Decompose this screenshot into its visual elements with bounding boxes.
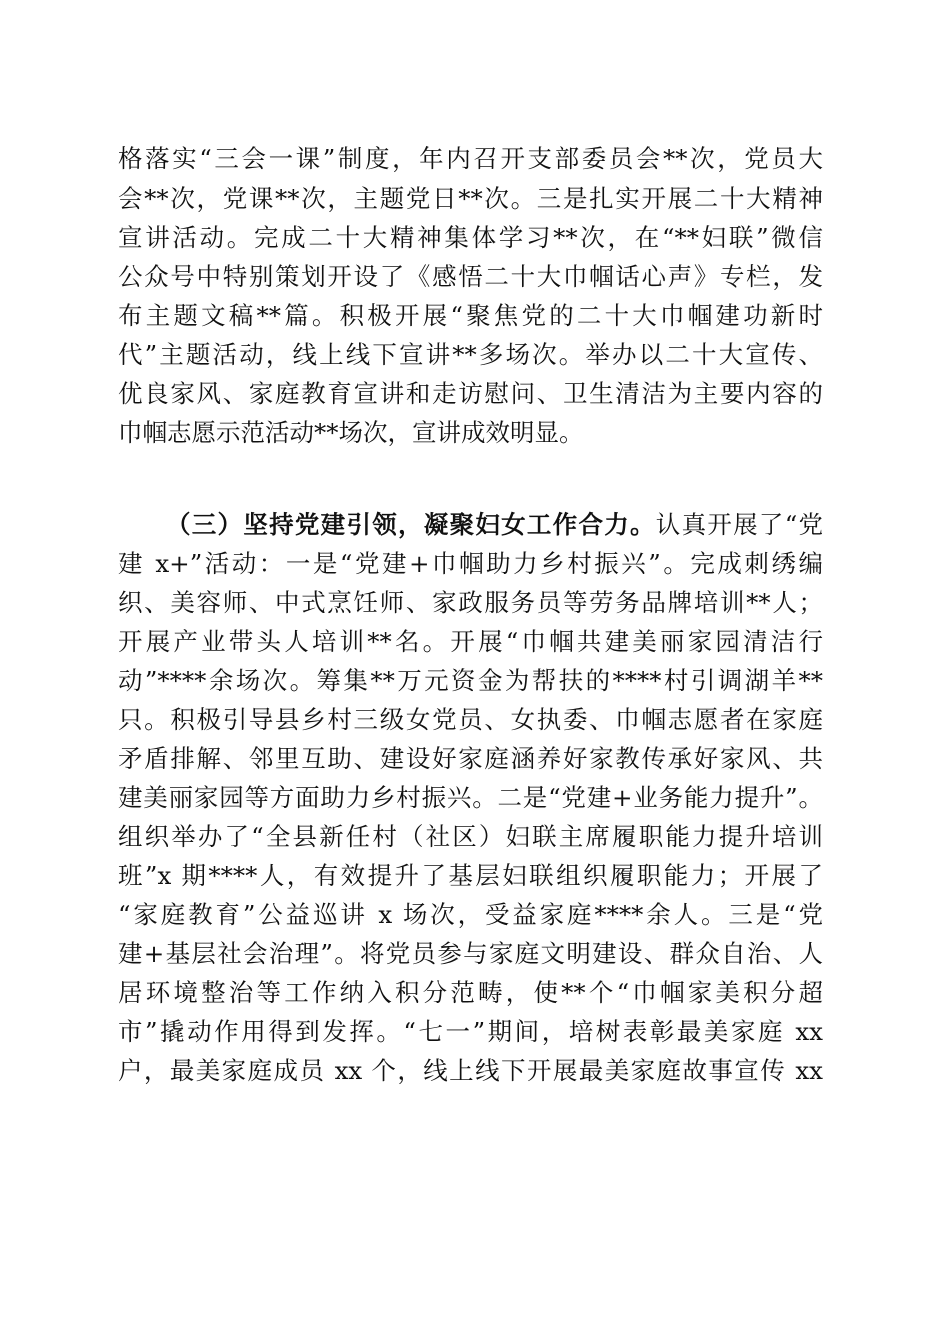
text-line: 居环境整治等工作纳入积分范畴，使**个“巾帼家美积分超 [118, 978, 823, 1007]
text-line: 代”主题活动，线上线下宣讲**多场次。举办以二十大宣传、 [118, 340, 823, 369]
text-line: 只。积极引导县乡村三级女党员、女执委、巾帼志愿者在家庭 [118, 705, 823, 734]
text-line: 会**次，党课**次，主题党日**次。三是扎实开展二十大精神 [118, 184, 823, 213]
text-line: 公众号中特别策划开设了《感悟二十大巾帼话心声》专栏，发 [118, 262, 823, 291]
text-line: 开展产业带头人培训**名。开展“巾帼共建美丽家园清洁行 [118, 627, 823, 656]
paragraph-first-line [166, 506, 823, 544]
text-line: 布主题文稿**篇。积极开展“聚焦党的二十大巾帼建功新时 [118, 301, 823, 330]
text-line: 市”撬动作用得到发挥。“七一”期间，培树表彰最美家庭 xx [118, 1017, 823, 1046]
section-heading: （三）坚持党建引领，凝聚妇女工作合力。 [166, 510, 656, 539]
text-line: 格落实“三会一课”制度，年内召开支部委员会**次，党员大 [118, 144, 823, 173]
text-line: 动”****余场次。筹集**万元资金为帮扶的****村引调湖羊** [118, 666, 823, 695]
text-fragment: 认真开展了“党 [655, 510, 823, 539]
text-line: “家庭教育”公益巡讲 x 场次，受益家庭****余人。三是“党 [118, 900, 823, 929]
text-line: 建美丽家园等方面助力乡村振兴。二是“党建+业务能力提升”。 [118, 783, 823, 812]
text-line: 户，最美家庭成员 xx 个，线上线下开展最美家庭故事宣传 xx [118, 1056, 823, 1085]
text-line: 组织举办了“全县新任村（社区）妇联主席履职能力提升培训 [118, 822, 823, 851]
text-line: 织、美容师、中式烹饪师、家政服务员等劳务品牌培训**人； [118, 588, 823, 617]
text-line: 宣讲活动。完成二十大精神集体学习**次，在“**妇联”微信 [118, 223, 823, 252]
text-line: 建+基层社会治理”。将党员参与家庭文明建设、群众自治、人 [118, 939, 823, 968]
text-line: 巾帼志愿示范活动**场次，宣讲成效明显。 [118, 418, 584, 447]
text-line: 建 x+”活动：一是“党建+巾帼助力乡村振兴”。完成刺绣编 [118, 549, 823, 578]
text-line: 班”x 期****人，有效提升了基层妇联组织履职能力；开展了 [118, 861, 823, 890]
text-line: 矛盾排解、邻里互助、建设好家庭涵养好家教传承好家风、共 [118, 744, 823, 773]
text-line: 优良家风、家庭教育宣讲和走访慰问、卫生清洁为主要内容的 [118, 379, 823, 408]
